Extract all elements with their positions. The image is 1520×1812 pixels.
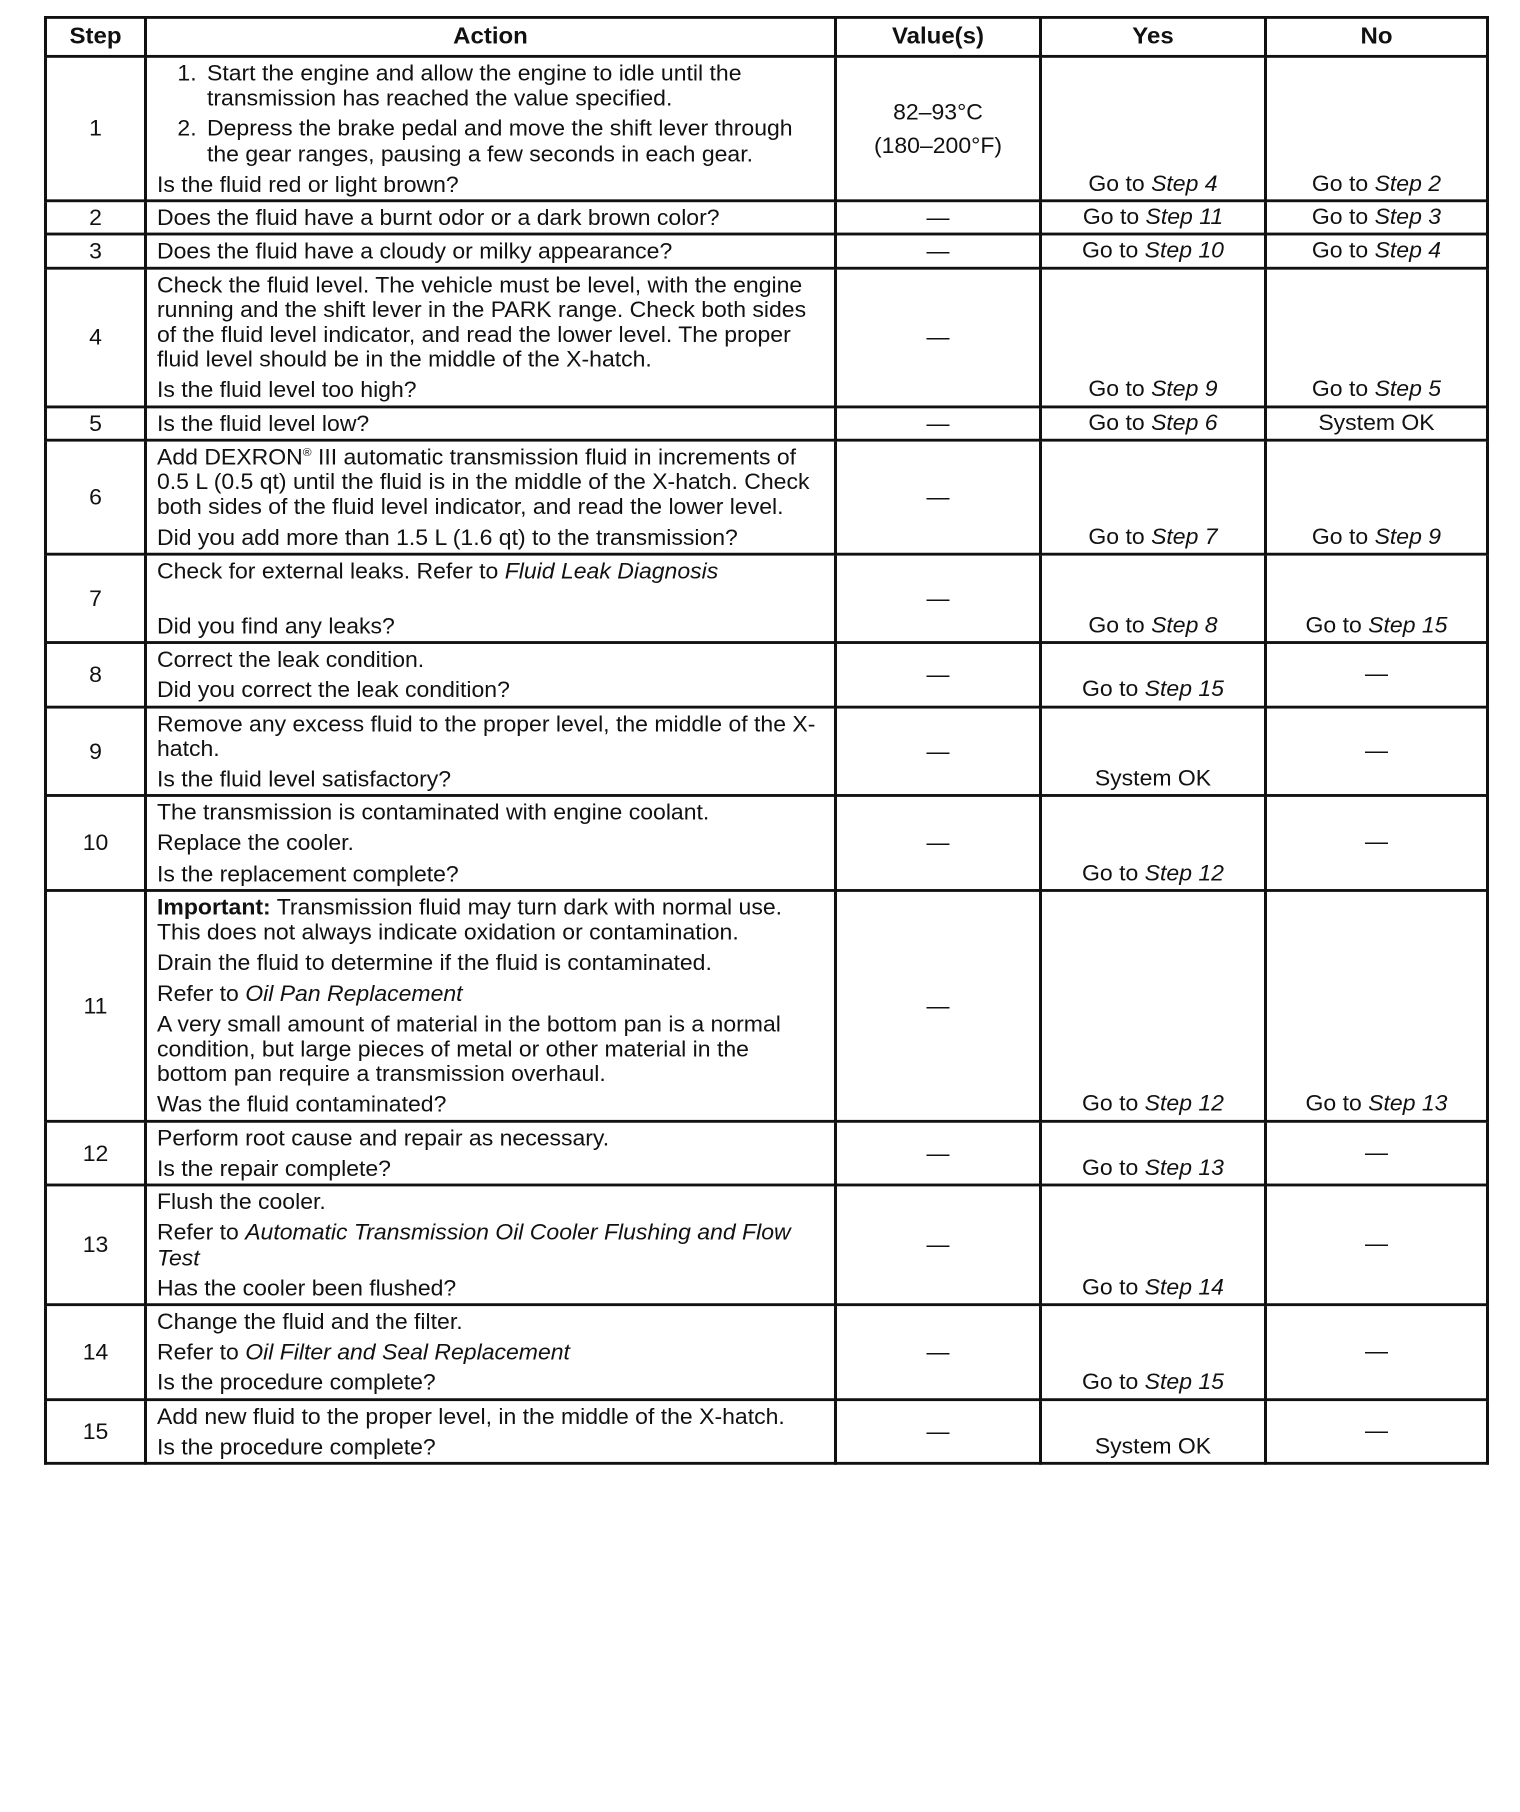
step-number: 1 [46, 56, 146, 200]
no-cell: — [1266, 1399, 1488, 1463]
action-question: Did you find any leaks? [157, 613, 395, 639]
value-fahrenheit: (180–200°F) [873, 132, 1003, 158]
action-reference [157, 1220, 824, 1270]
action-cell [146, 796, 836, 891]
header-yes: Yes [1041, 17, 1266, 56]
reference-prefix: Refer to [157, 1339, 246, 1365]
reference-link[interactable]: Oil Filter and Seal Replacement [245, 1339, 570, 1365]
value-cell: — [836, 643, 1041, 707]
step-number: 13 [46, 1185, 146, 1305]
action-question: Does the fluid have a cloudy or milky appearance? [157, 238, 673, 264]
yes-prefix: Go to [1088, 612, 1152, 638]
action-text [157, 444, 824, 519]
value-cell: — [836, 201, 1041, 234]
no-prefix: Go to [1311, 204, 1375, 229]
yes-prefix: Go to [1088, 170, 1152, 196]
table-row [46, 1399, 1488, 1463]
action-text: A very small amount of material in the bottom pan is a normal condition, but large pieces of metal or other material in the bottom pan require a transmission overhaul. [157, 1011, 781, 1086]
yes-cell [1041, 1185, 1266, 1305]
yes-step-link[interactable]: Step 6 [1151, 409, 1218, 435]
no-prefix: Go to [1305, 1090, 1369, 1116]
action-text: Drain the fluid to determine if the fluid is contaminated. [157, 950, 712, 975]
yes-prefix: Go to [1082, 204, 1146, 229]
action-question: Is the fluid red or light brown? [157, 171, 459, 197]
reference-prefix: Refer to [157, 980, 246, 1006]
value-cell [836, 56, 1041, 200]
action-question: Did you correct the leak condition? [157, 677, 510, 703]
no-cell: — [1266, 1185, 1488, 1305]
no-step-link[interactable]: Step 15 [1368, 612, 1448, 638]
action-question: Did you add more than 1.5 L (1.6 qt) to the transmission? [157, 524, 738, 550]
no-prefix: Go to [1311, 170, 1375, 196]
action-question: Is the procedure complete? [157, 1370, 436, 1395]
value-cell: — [836, 890, 1041, 1121]
step-number: 12 [46, 1121, 146, 1185]
action-question: Is the replacement complete? [157, 861, 459, 886]
header-values: Value(s) [836, 17, 1041, 56]
yes-cell: System OK [1041, 707, 1266, 796]
yes-prefix: Go to [1082, 1154, 1145, 1180]
action-question: Has the cooler been flushed? [157, 1275, 457, 1301]
yes-cell [1041, 554, 1266, 643]
action-text: Correct the leak condition. [157, 646, 425, 672]
yes-cell: System OK [1041, 1399, 1266, 1463]
action-question: Is the procedure complete? [157, 1434, 436, 1459]
yes-prefix: Go to [1088, 523, 1152, 549]
value-cell: — [836, 440, 1041, 554]
action-cell [146, 56, 836, 200]
table-row [46, 56, 1488, 200]
yes-cell [1041, 796, 1266, 891]
yes-prefix: Go to [1088, 376, 1152, 402]
action-question: Does the fluid have a burnt odor or a dark brown color? [157, 205, 720, 230]
yes-step-link[interactable]: Step 14 [1144, 1274, 1224, 1300]
action-cell [146, 268, 836, 407]
action-text-pre: Check for external leaks. Refer to [157, 558, 505, 583]
table-row [46, 1305, 1488, 1400]
list-item: 1. Start the engine and allow the engine to idle until the transmission has reached the value specified. [203, 61, 824, 111]
action-cell [146, 1399, 836, 1463]
action-text-post: III automatic transmission fluid in increments of 0.5 L (0.5 qt) until the fluid is in the middle of the X-hatch. Check both sides of the fluid level indicator, and read the lower level. [157, 444, 810, 519]
action-list [157, 61, 824, 166]
step-number: 2 [46, 201, 146, 234]
yes-cell [1041, 440, 1266, 554]
action-cell [146, 1121, 836, 1185]
value-cell: — [836, 554, 1041, 643]
yes-step-link[interactable]: Step 9 [1151, 376, 1218, 402]
step-number: 10 [46, 796, 146, 891]
value-cell: — [836, 1185, 1041, 1305]
no-step-link[interactable]: Step 9 [1374, 523, 1442, 549]
table-row [46, 796, 1488, 891]
header-row [46, 17, 1488, 56]
no-cell [1266, 440, 1488, 554]
yes-prefix: Go to [1082, 1090, 1145, 1116]
step-number: 4 [46, 268, 146, 407]
important-label: Important: [157, 894, 271, 920]
header-action: Action [146, 17, 836, 56]
no-cell [1266, 554, 1488, 643]
header-step: Step [46, 17, 146, 56]
step-number: 11 [46, 890, 146, 1121]
value-cell: — [836, 234, 1041, 267]
action-question: Is the fluid level low? [157, 410, 370, 436]
table-row [46, 707, 1488, 796]
value-cell: — [836, 1305, 1041, 1400]
table-row [46, 1121, 1488, 1185]
value-cell: — [836, 1121, 1041, 1185]
action-cell [146, 201, 836, 234]
yes-cell [1041, 1121, 1266, 1185]
no-cell: System OK [1266, 407, 1488, 440]
no-cell: — [1266, 1121, 1488, 1185]
action-question: Was the fluid contaminated? [157, 1091, 447, 1117]
no-cell [1266, 56, 1488, 200]
diagnostic-table [44, 16, 1489, 1465]
action-text [157, 558, 824, 583]
yes-prefix: Go to [1088, 409, 1152, 435]
action-cell [146, 1185, 836, 1305]
action-cell [146, 234, 836, 267]
table-row [46, 234, 1488, 267]
value-cell: — [836, 796, 1041, 891]
action-cell [146, 707, 836, 796]
step-number: 5 [46, 407, 146, 440]
no-prefix: Go to [1311, 523, 1375, 549]
step-number: 3 [46, 234, 146, 267]
no-cell [1266, 890, 1488, 1121]
action-text: Remove any excess fluid to the proper level, the middle of the X-hatch. [157, 711, 816, 761]
yes-cell [1041, 890, 1266, 1121]
step-number: 7 [46, 554, 146, 643]
reference-link[interactable]: Automatic Transmission Oil Cooler Flushing and Flow Test [157, 1219, 791, 1270]
no-step-link[interactable]: Step 4 [1374, 237, 1442, 263]
value-cell: — [836, 268, 1041, 407]
yes-prefix: Go to [1082, 1369, 1145, 1394]
step-number: 6 [46, 440, 146, 554]
yes-prefix: Go to [1082, 676, 1145, 702]
table-row [46, 268, 1488, 407]
action-text: The transmission is contaminated with engine coolant. [157, 799, 710, 825]
yes-cell [1041, 643, 1266, 707]
action-cell [146, 554, 836, 643]
important-note [157, 895, 824, 945]
action-question: Is the fluid level satisfactory? [157, 766, 452, 792]
table-row [46, 1185, 1488, 1305]
no-cell [1266, 268, 1488, 407]
no-cell: — [1266, 643, 1488, 707]
no-cell [1266, 201, 1488, 234]
table-row [46, 643, 1488, 707]
table-row [46, 407, 1488, 440]
action-text: Flush the cooler. [157, 1189, 326, 1215]
action-cell [146, 890, 836, 1121]
table-row [46, 890, 1488, 1121]
diagnostic-table-container [44, 16, 1486, 1465]
yes-step-link[interactable]: Step 8 [1151, 612, 1218, 638]
reference-link[interactable]: Oil Pan Replacement [245, 980, 463, 1006]
no-prefix: Go to [1305, 612, 1369, 638]
table-row [46, 201, 1488, 234]
value-cell: — [836, 707, 1041, 796]
yes-prefix: Go to [1082, 1274, 1145, 1300]
action-cell [146, 440, 836, 554]
action-text: Replace the cooler. [157, 830, 354, 856]
action-question: Is the repair complete? [157, 1155, 391, 1181]
action-cell [146, 643, 836, 707]
yes-step-link[interactable]: Step 10 [1144, 237, 1224, 263]
table-row [46, 554, 1488, 643]
no-step-link[interactable]: Step 3 [1374, 204, 1442, 229]
action-text: Change the fluid and the filter. [157, 1308, 463, 1334]
important-text: Transmission fluid may turn dark with normal use. This does not always indicate oxidation or contamination. [157, 894, 783, 945]
no-cell: — [1266, 1305, 1488, 1400]
yes-cell [1041, 268, 1266, 407]
yes-step-link[interactable]: Step 4 [1151, 170, 1218, 196]
reference-prefix: Refer to [157, 1219, 246, 1245]
action-cell [146, 1305, 836, 1400]
yes-prefix: Go to [1082, 860, 1145, 885]
yes-step-link[interactable]: Step 12 [1144, 1090, 1224, 1116]
value-celsius: 82–93°C [893, 99, 983, 125]
value-cell: — [836, 1399, 1041, 1463]
yes-cell [1041, 56, 1266, 200]
action-cell [146, 407, 836, 440]
no-cell: — [1266, 796, 1488, 891]
step-number: 8 [46, 643, 146, 707]
action-reference [157, 981, 824, 1006]
no-step-link[interactable]: Step 13 [1368, 1090, 1448, 1116]
yes-step-link[interactable]: Step 12 [1144, 860, 1224, 885]
yes-cell [1041, 1305, 1266, 1400]
no-step-link[interactable]: Step 2 [1374, 170, 1442, 196]
no-prefix: Go to [1311, 376, 1375, 402]
no-prefix: Go to [1311, 237, 1375, 263]
yes-cell [1041, 234, 1266, 267]
action-text: Add new fluid to the proper level, in the middle of the X-hatch. [157, 1403, 785, 1429]
action-question: Is the fluid level too high? [157, 377, 417, 403]
action-reference [157, 1340, 824, 1365]
table-row [46, 440, 1488, 554]
step-number: 15 [46, 1399, 146, 1463]
yes-step-link[interactable]: Step 11 [1145, 204, 1224, 229]
yes-cell [1041, 201, 1266, 234]
yes-step-link[interactable]: Step 15 [1144, 676, 1224, 702]
no-step-link[interactable]: Step 5 [1374, 376, 1442, 402]
yes-step-link[interactable]: Step 13 [1144, 1154, 1224, 1180]
header-no: No [1266, 17, 1488, 56]
value-cell: — [836, 407, 1041, 440]
yes-step-link[interactable]: Step 7 [1151, 523, 1218, 549]
registered-mark: ® [302, 445, 312, 459]
yes-cell [1041, 407, 1266, 440]
no-cell [1266, 234, 1488, 267]
yes-step-link[interactable]: Step 15 [1144, 1369, 1224, 1394]
action-text: Perform root cause and repair as necessary. [157, 1125, 610, 1150]
action-text-pre: Add DEXRON [157, 444, 303, 470]
step-number: 14 [46, 1305, 146, 1400]
action-text: Check the fluid level. The vehicle must be level, with the engine running and the shift lever in the PARK range. Check both sides of the fluid level indicator, and read the lower level. The proper fluid level should be in the middle of the X-hatch. [157, 272, 807, 372]
no-cell: — [1266, 707, 1488, 796]
spacer [157, 589, 824, 614]
step-number: 9 [46, 707, 146, 796]
list-item: 2. Depress the brake pedal and move the shift lever through the gear ranges, pausing a few seconds in each gear. [203, 116, 824, 166]
yes-prefix: Go to [1082, 237, 1145, 263]
reference-link[interactable]: Fluid Leak Diagnosis [504, 558, 719, 583]
